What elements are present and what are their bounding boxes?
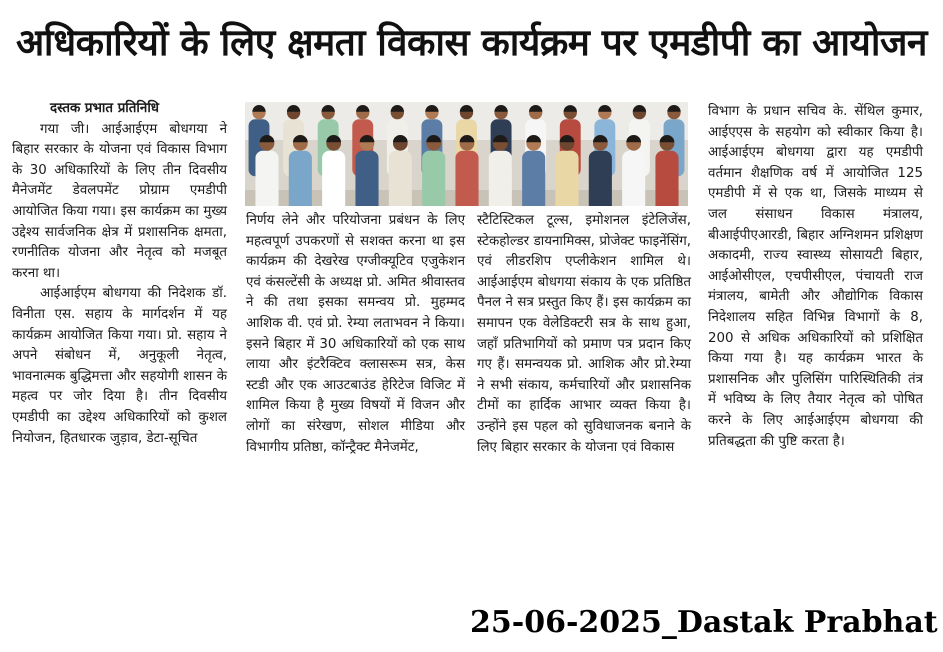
column-3-text: स्टैटिस्टिकल टूल्स, इमोशनल इंटेलिजेंस, स्टेकहोल्डर डायनामिक्स, प्रोजेक्ट फाइनेंसिंग, एवं लीडरशिप एप्लीकेशन शामिल थे। आईआईएम बोधगया संकाय के एक प्रतिष्ठित पैनल ने सत्र प्रस्तुत किए हैं। इस कार्यक्रम का समापन एक वेलेडिक्टरी सत्र के साथ हुआ, जहाँ प्रतिभागियों को प्रमाण पत्र प्रदान किए गए हैं। समन्वयक प्रो. आशिक और प्रो.रेम्या ने सभी संकाय, कर्मचारियों और प्रशासनिक टीमों का हार्दिक आभार व्यक्त किया है। उन्होंने इस पहल को सुविधाजनक बनाने के लिए बिहार सरकार के योजना एवं विकास (477, 213, 691, 455)
paragraph-1: गया जी। आईआईएम बोधगया ने बिहार सरकार के योजना एवं विकास विभाग के 30 अधिकारियों के लिए तीन दिवसीय मैनेजमेंट डेवलपमेंट प्रोग्राम एमडीपी आयोजित किया गया। इस कार्यक्रम का मुख्य उद्देश्य सार्वजनिक क्षेत्र में प्रशासनिक क्षमता, रणनीतिक योजना और नेतृत्व को मजबूत करना था। (12, 121, 227, 281)
article-column-2 (246, 211, 465, 458)
dateline: 25-06-2025_Dastak Prabhat (470, 605, 938, 640)
paragraph-2: आईआईएम बोधगया की निदेशक डॉ. विनीता एस. सहाय के मार्गदर्शन में यह कार्यक्रम आयोजित किया गया। प्रो. सहाय ने अपने संबोधन में, अनुकूली नेतृत्व, भावनात्मक बुद्धिमत्ता और सहयोगी शासन के महत्व पर जोर दिया है। तीन दिवसीय एमडीपी का उद्देश्य अधिकारियों को कुशल नियोजन, हितधारक जुड़ाव, डेटा-सूचित (12, 286, 227, 446)
group-photo-illustration (245, 102, 688, 206)
column-2-text: निर्णय लेने और परियोजना प्रबंधन के लिए महत्वपूर्ण उपकरणों से सशक्त करना था इस कार्यक्रम की देखरेख एग्जीक्यूटिव एजुकेशन एवं कंसल्टेंसी के अध्यक्ष प्रो. अमित श्रीवास्तव ने की तथा इसका समन्वय प्रो. मुहम्मद आशिक वी. एवं प्रो. रेम्या लताभवन ने किया। इसने बिहार में 30 अधिकारियों को एक साथ लाया और इंटरैक्टिव क्लासरूम सत्र, केस स्टडी और एक आउटबाउंड हेरिटेज विजिट में शामिल किया है मुख्य विषयों में विजन और लोगों का संरेखण, सोशल मीडिया और विभागीय प्रतिष्ठा, कॉन्ट्रैक्ट मैनेजमेंट, (246, 213, 465, 455)
article-column-4 (708, 102, 923, 452)
group-photo (245, 102, 688, 206)
article-column-1 (12, 99, 227, 449)
column-4-text: विभाग के प्रधान सचिव के. सेंथिल कुमार, आईएएस के सहयोग को स्वीकार किया है।आईआईएम बोधगया द्वारा यह एमडीपी वर्तमान शैक्षणिक वर्ष में आयोजित 125 एमडीपी में से एक था, जिसके माध्यम से जल संसाधन विकास मंत्रालय, बीआईपीएआरडी, बिहार अग्निशमन प्रशिक्षण अकादमी, राज्य स्वास्थ्य सोसायटी बिहार, आईओसीएल, एचपीसीएल, पंचायती राज मंत्रालय, बामेती और औद्योगिक विकास निदेशालय सहित विभिन्न विभागों के 8, 200 से अधिक अधिकारियों को प्रशिक्षित किया गया है। यह कार्यक्रम भारत के प्रशासनिक और पुलिसिंग पारिस्थितिकी तंत्र में भविष्य के लिए तैयार नेतृत्व को पोषित करने के लिए आईआईएम बोधगया की प्रतिबद्धता की पुष्टि करता है। (708, 104, 923, 449)
headline: अधिकारियों के लिए क्षमता विकास कार्यक्रम पर एमडीपी का आयोजन (16, 21, 927, 64)
byline: दस्तक प्रभात प्रतिनिधि (50, 101, 160, 116)
article-column-3 (477, 211, 691, 458)
